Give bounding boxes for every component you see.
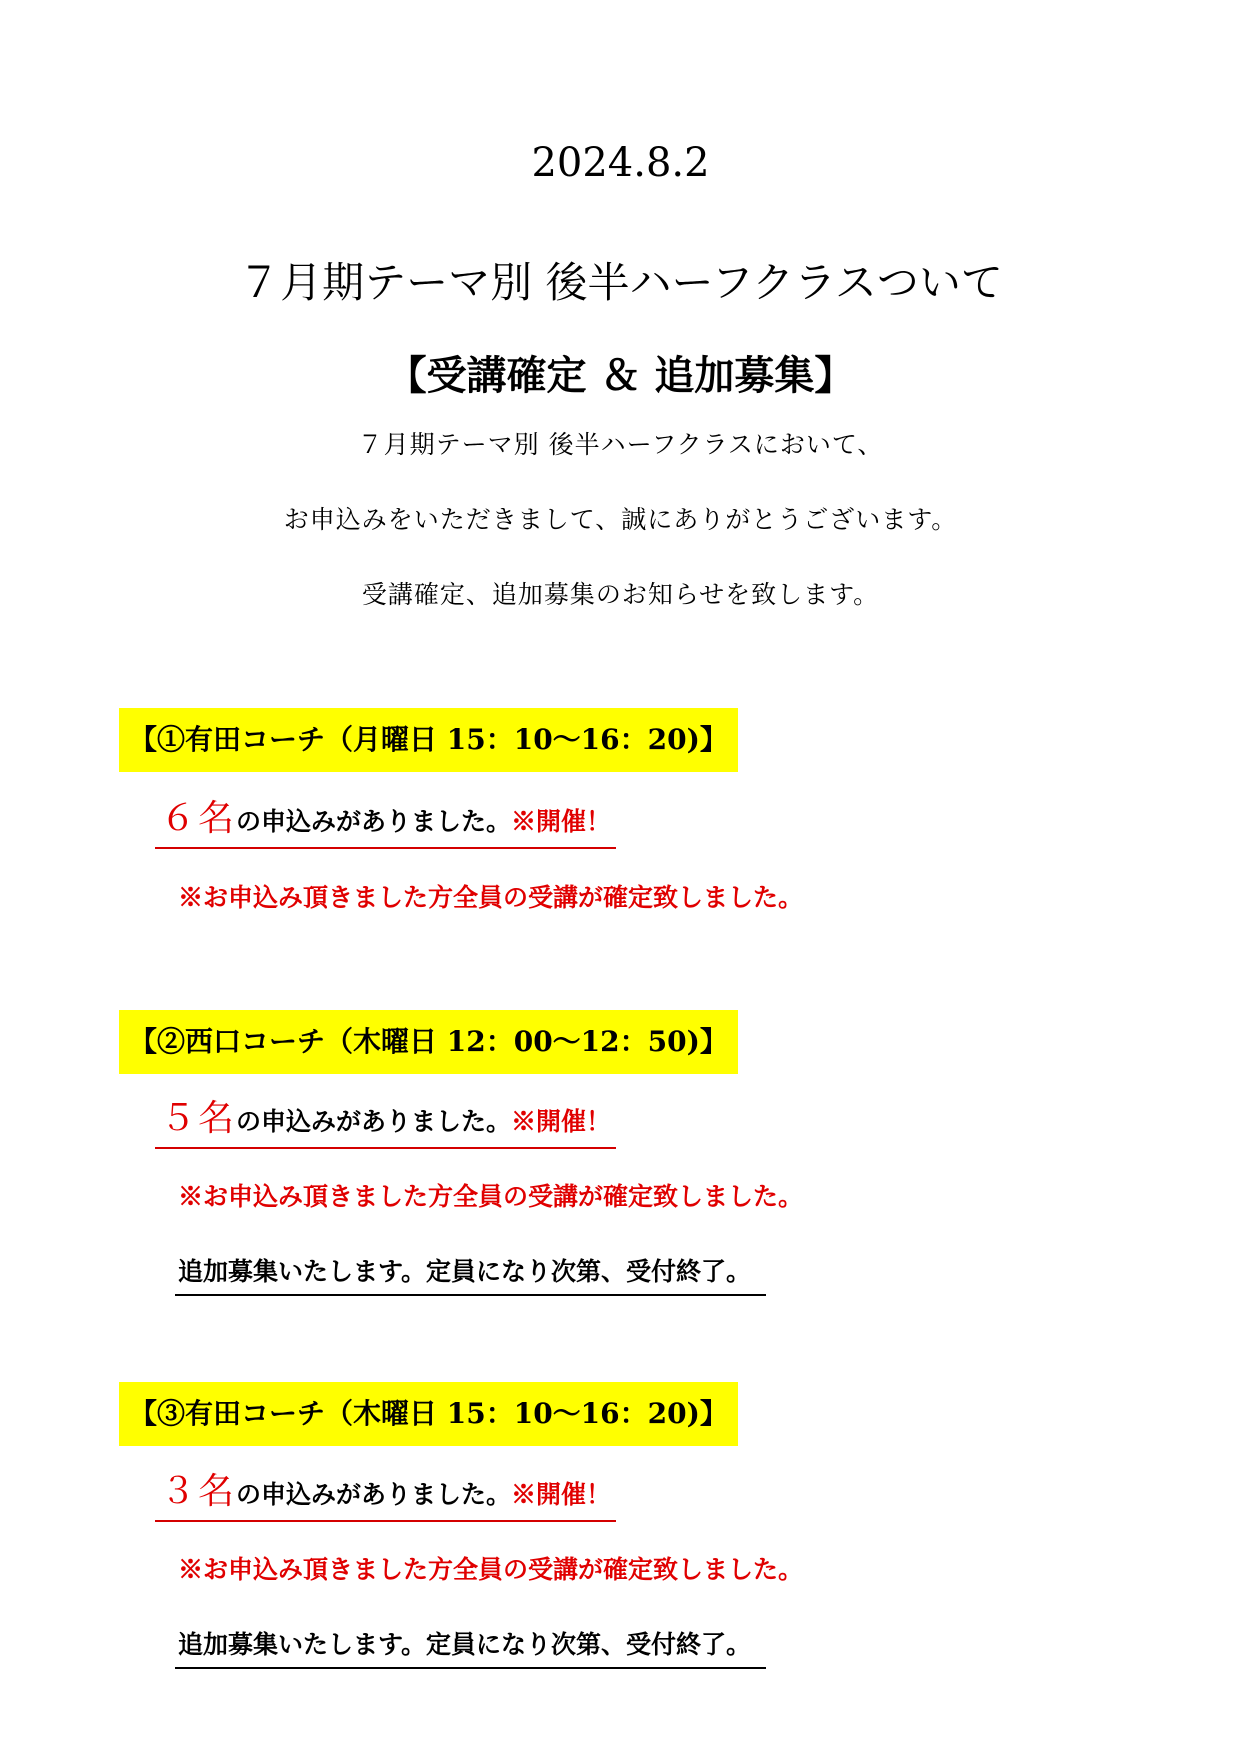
document-title: ７月期テーマ別 後半ハーフクラスついて — [238, 258, 1003, 307]
intro-line-1: ７月期テーマ別 後半ハーフクラスにおいて、 — [357, 430, 884, 459]
section-3-count-line — [155, 1463, 616, 1522]
intro-line-3: 受講確定、追加募集のお知らせを致します。 — [361, 580, 880, 609]
document-date: 2024.8.2 — [531, 140, 710, 186]
section-2-header: 【②西口コーチ（木曜日 12：00～12：50)】 — [119, 1010, 738, 1074]
section-1-held-notice: ※開催！ — [511, 807, 612, 836]
section-3-count: ３名 — [160, 1471, 237, 1512]
section-1-confirm-notice: ※お申込み頂きました方全員の受講が確定致しました。 — [178, 883, 804, 912]
section-1-header: 【①有田コーチ（月曜日 15：10～16：20)】 — [119, 708, 738, 772]
section-2-count-text: の申込みがありました。 — [236, 1107, 512, 1136]
section-1-count-text: の申込みがありました。 — [236, 807, 512, 836]
section-2-confirm-notice: ※お申込み頂きました方全員の受講が確定致しました。 — [178, 1182, 804, 1211]
section-3-confirm-notice: ※お申込み頂きました方全員の受講が確定致しました。 — [178, 1555, 804, 1584]
section-1-count: ６名 — [160, 798, 237, 839]
section-2-count: ５名 — [160, 1098, 237, 1139]
document-subtitle: 【受講確定 ＆ 追加募集】 — [386, 352, 855, 399]
section-2-recruit-notice: 追加募集いたします。定員になり次第、受付終了。 — [175, 1252, 766, 1296]
section-3-header: 【③有田コーチ（木曜日 15：10～16：20)】 — [119, 1382, 738, 1446]
section-2-count-line — [155, 1090, 616, 1149]
section-3-recruit-notice: 追加募集いたします。定員になり次第、受付終了。 — [175, 1625, 766, 1669]
section-2-held-notice: ※開催！ — [511, 1107, 612, 1136]
section-3-held-notice: ※開催！ — [511, 1480, 612, 1509]
intro-line-2: お申込みをいただきまして、誠にありがとうございます。 — [283, 505, 958, 534]
section-1-count-line — [155, 790, 616, 849]
section-3-count-text: の申込みがありました。 — [236, 1480, 512, 1509]
